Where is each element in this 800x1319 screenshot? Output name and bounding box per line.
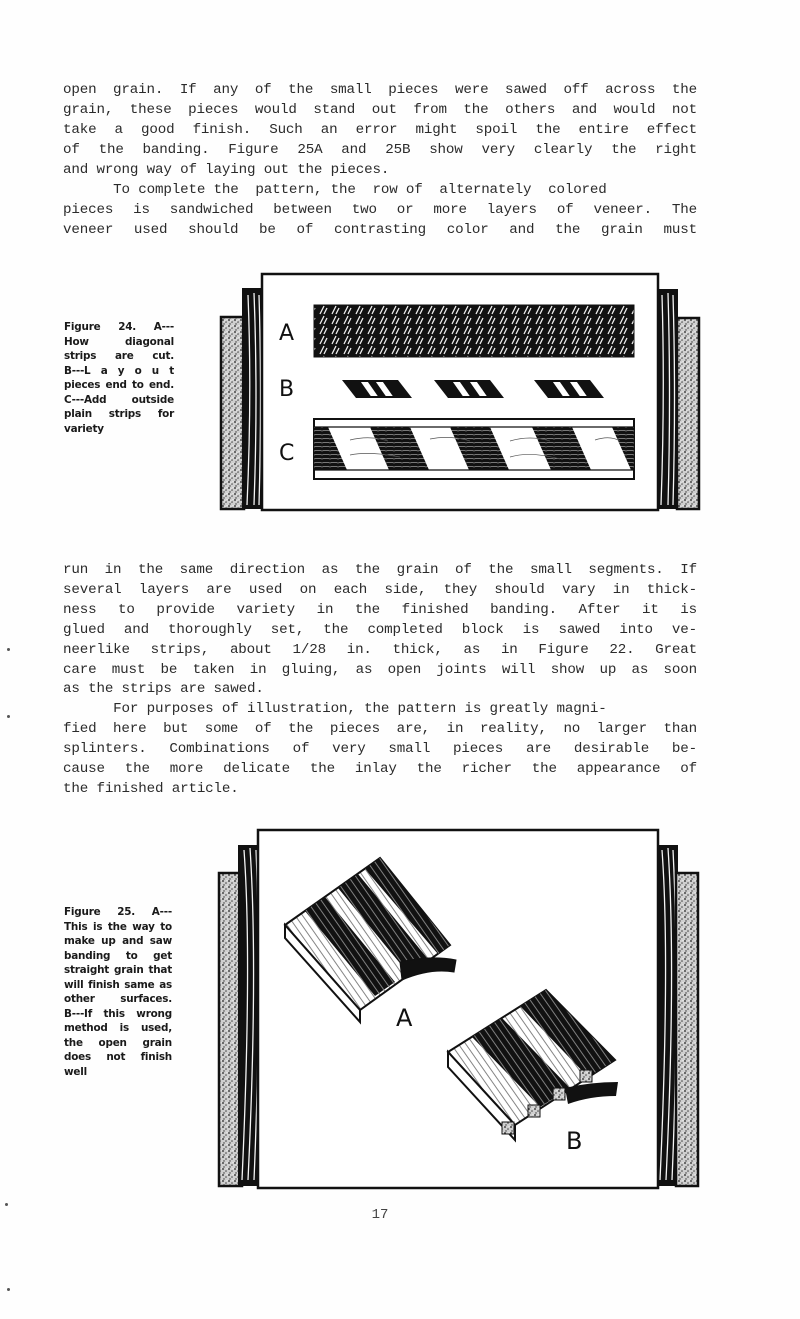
caption-line: straight grain that bbox=[64, 964, 172, 976]
right-veneer-stack bbox=[656, 289, 699, 509]
text-line: several layers are used on each side, they should vary in thick- bbox=[63, 581, 697, 598]
text-line: neerlike strips, about 1/28 in. thick, as in Figure 22. Great bbox=[63, 641, 697, 658]
text-line: fied here but some of the pieces are, in reality, no larger than bbox=[63, 720, 697, 737]
caption-line: does not finish bbox=[64, 1051, 172, 1063]
text-line: as the strips are sawed. bbox=[63, 681, 264, 698]
figure-24-caption bbox=[64, 320, 174, 436]
text-line: grain, these pieces would stand out from the others and would not bbox=[63, 101, 697, 118]
figure-24-illustration bbox=[210, 265, 710, 520]
row-c-banding bbox=[314, 419, 634, 479]
text-line: open grain. If any of the small pieces were sawed off across the bbox=[63, 82, 697, 98]
figure-panel bbox=[258, 830, 658, 1188]
paragraph-open-grain bbox=[63, 81, 697, 181]
caption-line: How diagonal bbox=[64, 335, 174, 348]
caption-line: C---Add outside bbox=[64, 393, 174, 406]
caption-line: other surfaces. bbox=[64, 993, 172, 1005]
caption-line: will finish same as bbox=[64, 978, 172, 991]
caption-line: the open grain bbox=[64, 1036, 172, 1049]
figure-25-illustration bbox=[210, 820, 710, 1200]
caption-line: variety bbox=[64, 422, 104, 435]
row-a-diagonal-strips bbox=[314, 305, 634, 357]
text-line: ness to provide variety in the finished banding. After it is bbox=[63, 601, 697, 618]
right-veneer-stack bbox=[656, 845, 698, 1186]
scan-speck bbox=[7, 1288, 10, 1291]
caption-line: pieces end to end. bbox=[64, 379, 174, 391]
caption-line: method is used, bbox=[64, 1022, 172, 1034]
caption-line: Figure 24. A--- bbox=[64, 321, 174, 333]
paragraph-grain-direction bbox=[63, 561, 697, 700]
figure-24-label-b: B bbox=[279, 377, 295, 402]
text-line: veneer used should be of contrasting color and the grain must bbox=[63, 221, 697, 238]
figure-24-label-a: A bbox=[279, 321, 295, 346]
text-line: splinters. Combinations of very small pieces are desirable be- bbox=[63, 740, 697, 757]
figure-25-caption bbox=[64, 905, 172, 1079]
text-line: the finished article. bbox=[63, 780, 239, 797]
text-line: of the banding. Figure 25A and 25B show very clearly the right bbox=[63, 141, 697, 158]
caption-line: Figure 25. A--- bbox=[64, 906, 172, 918]
paragraph-illustration-purposes bbox=[63, 700, 697, 800]
left-veneer-stack bbox=[221, 288, 264, 509]
text-line: care must be taken in gluing, as open joints will show up as soon bbox=[63, 661, 697, 678]
left-veneer-stack bbox=[219, 845, 260, 1186]
text-line: For purposes of illustration, the pattern is greatly magni- bbox=[63, 701, 607, 717]
scan-speck bbox=[7, 715, 10, 718]
caption-line: strips are cut. bbox=[64, 350, 174, 362]
caption-line: well bbox=[64, 1065, 87, 1078]
text-line: glued and thoroughly set, the completed block is sawed into ve- bbox=[63, 621, 697, 638]
caption-line: make up and saw bbox=[64, 935, 172, 947]
text-line: and wrong way of laying out the pieces. bbox=[63, 161, 390, 178]
caption-line: banding to get bbox=[64, 949, 172, 962]
figure-25-label-b: B bbox=[566, 1127, 583, 1155]
text-line: take a good finish. Such an error might spoil the entire effect bbox=[63, 121, 697, 138]
caption-line: B---If this wrong bbox=[64, 1007, 172, 1020]
caption-line: B---L a y o u t bbox=[64, 364, 174, 377]
text-line: cause the more delicate the inlay the richer the appearance of bbox=[63, 760, 697, 777]
figure-24-label-c: C bbox=[279, 441, 295, 466]
text-line: pieces is sandwiched between two or more layers of veneer. The bbox=[63, 201, 697, 218]
paragraph-complete-pattern bbox=[63, 181, 697, 241]
scan-speck bbox=[5, 1203, 8, 1206]
page-number: 17 bbox=[371, 1207, 389, 1223]
caption-line: plain strips for bbox=[64, 408, 174, 420]
text-line: To complete the pattern, the row of alternately colored bbox=[63, 182, 607, 198]
scan-speck bbox=[7, 648, 10, 651]
text-line: run in the same direction as the grain of the small segments. If bbox=[63, 562, 697, 578]
row-b-pieces bbox=[342, 380, 604, 398]
figure-25-label-a: A bbox=[396, 1004, 413, 1032]
caption-line: This is the way to bbox=[64, 920, 172, 933]
